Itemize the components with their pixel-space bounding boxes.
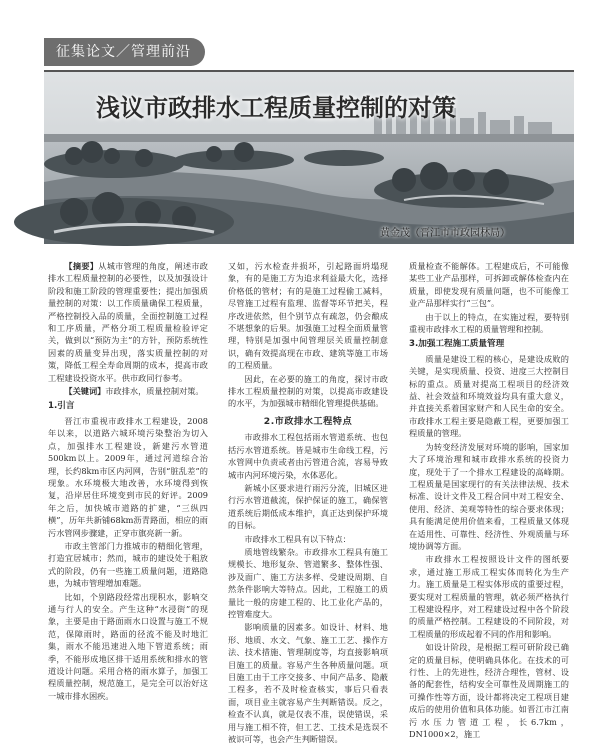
section-3-paragraph: 如设计阶段，是根据工程可研阶段已确定的质量目标，使明确具体化。在技术的可行性、上的先进性，经济合理性，管材、设备的配套性，结构安全可靠性及周期施工的可操作性等方面，设计都将决定工程项目建成后的使用价值和具体功能。如晋江市江南污水压力管道工程，长6.7km，DN1000×2，施工 (409, 642, 569, 740)
section-3-paragraph: 市政排水工程按照设计文件的图纸要求，通过施工形成工程实体而转化为生产力。施工质量是工程实体形成的重要过程，要实现对工程质量的管理，就必须严格执行工程建设程序，对工程建设过程中各个阶段的质量严格控制。工程建设的不同阶段，对工程质量的形成起着不同的作用和影响。 (409, 554, 569, 639)
section-3-paragraph: 质量是建设工程的核心，是建设成败的关键，是实现质量、投资、进度三大控制目标的重点。质量对提高工程项目的经济效益、社会效益和环境效益均具有重大意义，并直接关系着国家财产和人民生命的安全。市政排水工程主要是隐蔽工程，更要加强工程质量的管理。 (409, 353, 569, 439)
section-1-paragraph: 市政主管部门力推城市的精细化管理，打造宜居城市；然而，城市的建设处于粗放式的阶段，仍有一些施工质量问题，道路隐患，为城市管理增加难题。 (48, 540, 208, 589)
article-title: 浅议市政排水工程质量控制的对策 (96, 93, 456, 122)
section-2-paragraph: 质量检查不能解体。工程建成后，不可能像某些工业产品那样，可拆卸或解体检查内在质量，即使发现有质量问题，也不可能像工业产品那样实行“三包”。 (409, 261, 569, 309)
author-credit: 黄金茂（晋江市市政园林局） (380, 228, 510, 239)
section-1-heading: 1.引言 (48, 401, 75, 412)
section-3-heading: 3.加强工程施工质量管理 (409, 339, 505, 350)
section-2-paragraph: 市政排水工程具有以下特点： (244, 533, 351, 544)
section-1-paragraph: 晋江市重视市政排水工程建设，2008年以来，以道路六城环境污染整治为切入点，加强排水工程建设，新建污水管道500km以上。2009年，通过河道综合治理，长约8km市区内河网，告别“脏乱差”的现象。水环境极大地改善，水环境得到恢复，沿岸居住环境变到市民的好评。2009年之后，加快城市道路的扩建，“三纵四横”，历年共新铺68km沥青路面，相应的雨污水管网步骤建，正穿市旗亮新一新。 (48, 415, 208, 538)
section-2-paragraph: 由于以上的特点，在实施过程，要特别重视市政排水工程的质量管理和控制。 (409, 311, 569, 335)
text-column-2 (228, 260, 388, 745)
section-1-paragraph: 因此，在必要的施工的角度，探讨市政排水工程质量控制的对策，以提高市政建设的水平，为加强城市精细化管理提供基础。 (228, 373, 388, 409)
text-column-3 (409, 260, 569, 740)
text-column-1 (48, 260, 208, 703)
keywords-text: 市政排水，质量控制对策。 (105, 386, 204, 397)
section-2-paragraph: 新城小区要求进行雨污分流，旧城区进行污水管道截流，保护保证的施工，确保管道系统后期低成本维护，真正达到保护环境的目标。 (228, 482, 388, 531)
header-band (0, 0, 600, 78)
section-2-paragraph: 影响质量的因素多。如设计、材料、地形、地质、水文、气象、施工工艺、操作方法、技术措施、管理制度等，均直接影响项目施工的质量。容易产生各种质量问题。项目施工由于工序交接多、中间产品多、隐蔽工程多，若不及时检查核实，事后只看表面，项目业主就容易产生判断错误。反之，检查不认真，就是仅表不准，误使错误，采用与施工相不符，但工艺、工技术是选误不被识可等，也会产生判断错误。 (228, 622, 388, 745)
section-tag: 征集论文／管理前沿 (44, 38, 205, 66)
abstract-label: 【摘要】 (64, 261, 99, 271)
section-2-heading: 2.市政排水工程特点 (263, 415, 353, 427)
section-1-paragraph: 比如，个别路段经常出现积水，影响交通与行人的安全。产生这种“水浸街”的现象，主要是由于路面雨水口设置与施工不规范，保障雨时，路面的径流不能及时地汇集，雨水不能迅速进入地下管道系统；雨季，不能形成地区排干适用系统和排水的管道设计问题。采用合格的雨水算子，加强工程质量控制，规范施工，是完全可以治好这一城市排水困疾。 (48, 591, 208, 701)
abstract-paragraph (48, 260, 208, 384)
section-2-paragraph: 质地管线繁杂。市政排水工程具有施工规模长、地形复杂、管道繁多、整体性强、涉及面广、施工方法多样、受建设周期、自然条件影响大等特点。因此，工程施工的质量比一般的房建工程的、比工业化产品的，控管难度大。 (228, 546, 388, 619)
section-3-paragraph: 为转变经济发展对环境的影响，国家加大了环境治理和城市政排水系统的投资力度，现处于了一个排水工程建设的高峰期。工程质量是国家现行的有关法律法规、技术标准、设计文件及工程合同中对工程安全、使用、经济、美观等特性的综合要求体现；具有能满足使用价值来看，工程质量又体现在适用性、可靠性、经济性、外观质量与环境协调等方面。 (409, 441, 569, 551)
keywords-label: 【关键词】 (64, 386, 106, 397)
abstract-text: 从城市管理的角度，阐述市政排水工程质量控制的必要性，以及加强设计阶段和施工阶段的管理重要性；提出加强质量控制的对策：以工作质量确保工程质量，严格控制投入品的质量，全面控制施工过程和工序质量，严格分项工程质量检验评定关，做到以“预防为主”的方针，预防系统性因素的质量变异出现，落实质量控制的对策，降低工程全寿命周期的成本，提高市政工程建设投资水平。供市政同行参考。 (48, 261, 208, 383)
section-1-paragraph: 又如，污水检查井损坏，引起路面坍塌现象，有的是施工方为追求利益最大化，选择价格低的管材；有的是施工过程偷工减料，尽管施工过程有监理、监督等环节把关，程序改进依然，但个别节点有疏忽，仍会酿成不堪想象的后果。加强施工过程全面质量管理，特别是加强中间管理层关质量控制意识，确有效提高现在市政、建筑等施工市场的工程质量。 (228, 261, 388, 371)
keywords-paragraph (48, 385, 208, 397)
section-2-paragraph: 市政排水工程包括雨水管道系统、也包括污水管道系统。皆是城市生命线工程，污水管网中负责或者由污管道合流，容易导致城市内河环境污染，水体恶化。 (228, 432, 388, 480)
